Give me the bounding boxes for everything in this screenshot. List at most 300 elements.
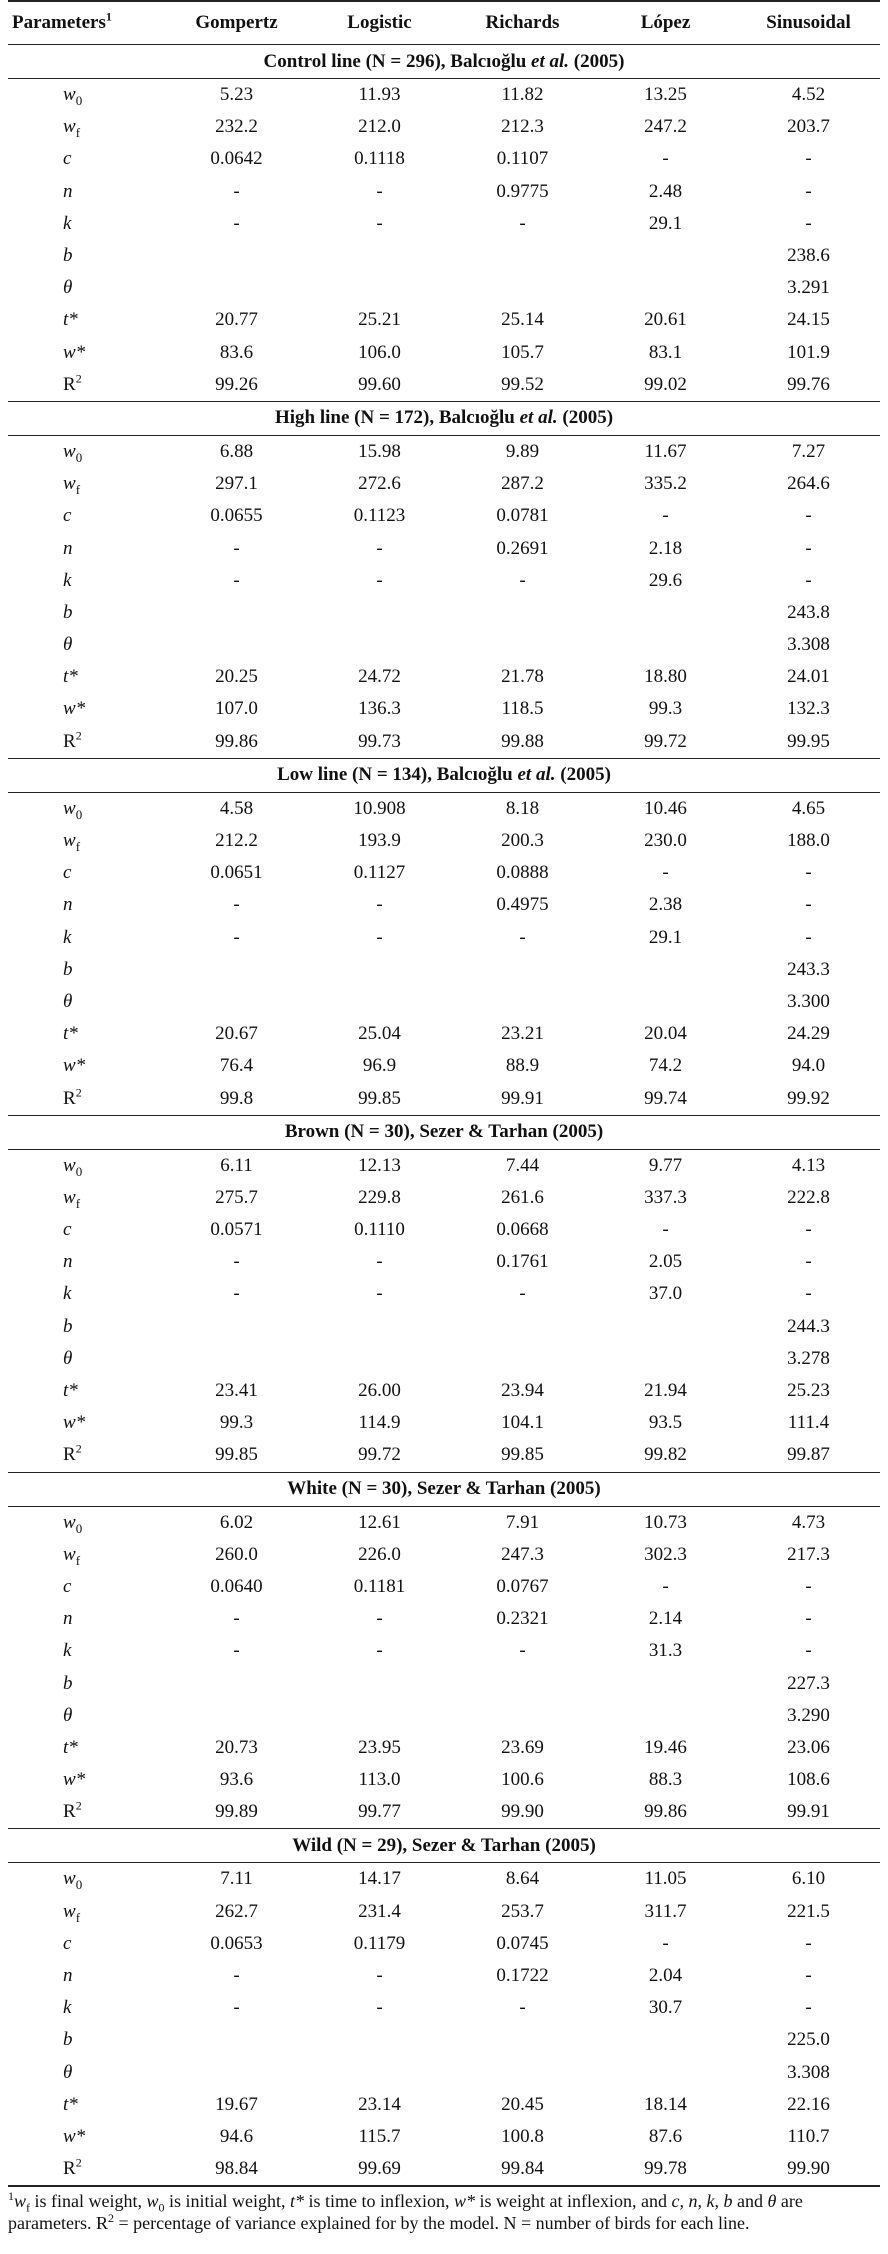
row-label-sub: 0	[75, 449, 83, 465]
table-cell: 238.6	[787, 245, 830, 267]
table-cell: 20.45	[501, 2093, 544, 2115]
table-cell: 264.6	[787, 473, 830, 495]
table-cell: 76.4	[219, 1055, 254, 1077]
table-cell: 98.84	[165, 2153, 308, 2186]
table-cell: 193.9	[358, 830, 401, 852]
table-cell: 21.94	[644, 1380, 687, 1402]
table-cell: 19.67	[215, 2093, 258, 2115]
table-row	[8, 1506, 880, 1539]
row-label-k	[8, 1635, 165, 1667]
table-row	[8, 369, 880, 402]
table-cell: 3.290	[787, 1704, 830, 1726]
header-lopez: López	[594, 1, 737, 45]
table-cell: -	[376, 212, 383, 234]
table-cell	[594, 1700, 737, 1732]
row-label-base: c	[63, 1575, 72, 1597]
table-cell: 272.6	[358, 473, 401, 495]
table-row	[8, 1407, 880, 1439]
table-row	[8, 1928, 880, 1960]
table-cell: 108.6	[787, 1769, 830, 1791]
table-cell: -	[376, 1640, 383, 1662]
group-title-emphasis: et al.	[519, 407, 558, 429]
table-cell: 29.1	[648, 926, 683, 948]
table-cell: 230.0	[644, 830, 687, 852]
table-cell: 0.1110	[354, 1219, 405, 1241]
table-cell: -	[233, 1608, 240, 1630]
table-cell: 132.3	[787, 698, 830, 720]
table-cell	[165, 2057, 308, 2089]
row-label-k	[8, 922, 165, 954]
table-cell	[594, 1311, 737, 1343]
table-row	[8, 629, 880, 661]
group-header-row	[8, 401, 880, 435]
footnote-w0: w	[146, 2191, 159, 2212]
header-gompertz: Gompertz	[165, 1, 308, 45]
row-label-base: R	[63, 1087, 76, 1109]
table-row	[8, 532, 880, 564]
row-label-base: w	[63, 1543, 76, 1565]
table-cell: 23.95	[358, 1736, 401, 1758]
table-cell	[451, 986, 594, 1018]
table-cell	[308, 986, 451, 1018]
table-cell: 88.3	[648, 1769, 683, 1791]
group-title-suffix: (2005)	[555, 764, 611, 786]
table-row	[8, 1018, 880, 1050]
row-label-c	[8, 143, 165, 175]
footnote-tstar: t*	[290, 2191, 305, 2212]
table-cell: 311.7	[644, 1900, 687, 1922]
footnote-w0-text: is initial weight,	[164, 2191, 291, 2212]
table-cell: -	[233, 894, 240, 916]
table-row	[8, 1539, 880, 1571]
row-label-base: c	[63, 862, 72, 884]
table-cell: -	[519, 926, 526, 948]
table-cell: 18.14	[644, 2093, 687, 2115]
row-label-base: θ	[63, 1347, 73, 1369]
table-row	[8, 500, 880, 532]
table-row	[8, 79, 880, 112]
table-cell: 243.8	[787, 601, 830, 623]
table-cell: -	[376, 1997, 383, 2019]
table-cell	[451, 629, 594, 661]
table-row	[8, 1149, 880, 1182]
table-cell: 0.0640	[210, 1575, 263, 1597]
row-label-base: w	[63, 1900, 76, 1922]
table-cell: 18.80	[644, 666, 687, 688]
table-cell: 114.9	[358, 1412, 401, 1434]
table-cell: 19.46	[644, 1736, 687, 1758]
table-cell: -	[805, 894, 812, 916]
table-cell: 99.91	[501, 1087, 544, 1109]
row-label-sup: 2	[75, 728, 82, 743]
footnote-wf-text: is final weight,	[30, 2191, 147, 2212]
table-cell: -	[233, 1251, 240, 1273]
table-cell	[594, 2057, 737, 2089]
table-cell: 226.0	[358, 1543, 401, 1565]
table-cell	[165, 240, 308, 272]
table-cell: 23.69	[501, 1736, 544, 1758]
table-cell: 0.0642	[210, 148, 263, 170]
row-label-k	[8, 1992, 165, 2024]
row-label-sub: 0	[75, 1520, 83, 1536]
table-cell: 99.86	[215, 730, 258, 752]
table-cell: 3.278	[787, 1347, 830, 1369]
table-cell: 99.90	[501, 1801, 544, 1823]
table-cell	[308, 2024, 451, 2056]
table-cell: 222.8	[787, 1186, 830, 1208]
row-label-base: w*	[63, 698, 86, 720]
footnote-and-text: and	[732, 2191, 768, 2212]
table-cell: -	[805, 212, 812, 234]
group-title-emphasis: et al.	[531, 50, 570, 72]
group-title	[8, 1472, 880, 1506]
table-cell: 212.3	[501, 116, 544, 138]
table-cell: 2.48	[648, 180, 683, 202]
row-label-base: w	[63, 84, 76, 106]
table-cell: 244.3	[787, 1315, 830, 1337]
table-cell: 217.3	[787, 1543, 830, 1565]
table-cell: 0.0668	[496, 1219, 549, 1241]
row-label-theta	[8, 272, 165, 304]
row-label-w0	[8, 1863, 165, 1896]
table-cell	[165, 629, 308, 661]
row-label-k	[8, 208, 165, 240]
row-label-base: n	[63, 1608, 73, 1630]
row-label-n	[8, 1960, 165, 1992]
row-label-sub: f	[75, 1909, 81, 1925]
table-cell: 4.73	[791, 1511, 826, 1533]
table-cell: 107.0	[215, 698, 258, 720]
table-cell: 4.52	[791, 84, 826, 106]
table-cell	[308, 272, 451, 304]
row-label-base: k	[63, 1283, 72, 1305]
table-cell: 6.88	[219, 440, 254, 462]
row-label-tstar	[8, 304, 165, 336]
table-cell: 20.25	[215, 666, 258, 688]
table-cell	[594, 2024, 737, 2056]
row-label-theta	[8, 629, 165, 661]
row-label-tstar	[8, 1732, 165, 1764]
table-cell	[308, 597, 451, 629]
table-cell: 0.1181	[353, 1575, 406, 1597]
table-cell: -	[805, 1575, 812, 1597]
table-row	[8, 825, 880, 857]
table-cell: 99.89	[215, 1801, 258, 1823]
table-cell: 4.58	[219, 797, 254, 819]
table-cell	[451, 1667, 594, 1699]
table-row	[8, 272, 880, 304]
table-footnote	[8, 2187, 880, 2234]
table-cell: 99.02	[644, 373, 687, 395]
table-cell: 83.1	[648, 341, 683, 363]
row-label-w0	[8, 79, 165, 112]
table-cell: 105.7	[501, 341, 544, 363]
row-label-w0	[8, 435, 165, 468]
table-row	[8, 208, 880, 240]
row-label-wstar	[8, 1050, 165, 1082]
table-row	[8, 2089, 880, 2121]
group-title-suffix: (2005)	[569, 50, 625, 72]
table-cell: 261.6	[501, 1186, 544, 1208]
table-cell: 200.3	[501, 830, 544, 852]
table-row	[8, 1214, 880, 1246]
footnote-mark: 1	[8, 2189, 14, 2204]
table-header-row	[8, 1, 880, 45]
table-cell: -	[233, 1965, 240, 1987]
row-label-theta	[8, 1700, 165, 1732]
table-row	[8, 1960, 880, 1992]
table-cell: 20.77	[215, 309, 258, 331]
row-label-tstar	[8, 661, 165, 693]
table-cell: 232.2	[215, 116, 258, 138]
table-cell: 11.82	[501, 84, 544, 106]
group-title	[8, 45, 880, 79]
table-cell: -	[519, 1640, 526, 1662]
table-cell	[451, 1343, 594, 1375]
table-cell: 247.3	[501, 1543, 544, 1565]
row-label-base: k	[63, 569, 72, 591]
table-cell: 99.69	[308, 2153, 451, 2186]
table-cell: 87.6	[648, 2125, 683, 2147]
table-cell: -	[376, 1965, 383, 1987]
table-row	[8, 1182, 880, 1214]
table-cell: 0.0571	[210, 1219, 263, 1241]
row-label-base: w	[63, 1154, 76, 1176]
row-label-base: b	[63, 1315, 73, 1337]
row-label-base: n	[63, 1251, 73, 1273]
footnote-r2-sup: 2	[107, 2211, 114, 2226]
row-label-base: θ	[63, 634, 73, 656]
table-row	[8, 889, 880, 921]
row-label-n	[8, 1603, 165, 1635]
table-cell: 7.27	[791, 440, 826, 462]
row-label-base: R	[63, 373, 76, 395]
table-cell: 11.93	[358, 84, 401, 106]
row-label-wstar	[8, 1407, 165, 1439]
table-cell: 6.11	[220, 1154, 253, 1176]
table-cell: 99.76	[787, 373, 830, 395]
table-cell: 104.1	[501, 1412, 544, 1434]
header-parameters: Parameters$^1$	[8, 1, 165, 45]
group-title-emphasis: et al.	[517, 764, 556, 786]
row-label-base: n	[63, 180, 73, 202]
table-row	[8, 1082, 880, 1115]
footnote-theta: θ	[767, 2191, 777, 2212]
table-row	[8, 2057, 880, 2089]
row-label-b	[8, 597, 165, 629]
table-cell: 25.04	[358, 1023, 401, 1045]
table-cell	[308, 240, 451, 272]
row-label-base: R	[63, 1801, 76, 1823]
table-cell: 7.44	[505, 1154, 540, 1176]
table-row	[8, 726, 880, 759]
table-cell	[594, 629, 737, 661]
table-cell: 99.85	[501, 1444, 544, 1466]
table-cell: 25.23	[787, 1380, 830, 1402]
table-cell: 93.5	[648, 1412, 683, 1434]
table-row	[8, 597, 880, 629]
table-cell: 24.29	[787, 1023, 830, 1045]
row-label-theta	[8, 2057, 165, 2089]
table-cell	[594, 240, 737, 272]
table-cell: -	[805, 1219, 812, 1241]
header-logistic: Logistic	[308, 1, 451, 45]
table-cell: -	[805, 505, 812, 527]
table-cell: 23.94	[501, 1380, 544, 1402]
row-label-base: t*	[63, 1380, 78, 1402]
table-row	[8, 1700, 880, 1732]
table-cell: -	[233, 1640, 240, 1662]
row-label-base: c	[63, 1932, 72, 1954]
table-cell: 99.73	[358, 730, 401, 752]
table-row	[8, 1571, 880, 1603]
table-cell: 212.0	[358, 116, 401, 138]
table-row	[8, 1375, 880, 1407]
row-label-r2	[8, 1082, 165, 1115]
table-cell: -	[519, 569, 526, 591]
table-row	[8, 111, 880, 143]
table-cell: -	[519, 1997, 526, 2019]
table-cell: 23.41	[215, 1380, 258, 1402]
row-label-base: w	[63, 1511, 76, 1533]
table-cell: 94.6	[219, 2125, 254, 2147]
table-cell: 99.78	[594, 2153, 737, 2186]
row-label-c	[8, 1214, 165, 1246]
table-cell: 99.77	[358, 1801, 401, 1823]
table-cell	[165, 272, 308, 304]
table-cell: 247.2	[644, 116, 687, 138]
table-cell: 99.72	[644, 730, 687, 752]
table-row	[8, 1603, 880, 1635]
row-label-base: t*	[63, 666, 78, 688]
group-title	[8, 401, 880, 435]
row-label-w0	[8, 792, 165, 825]
table-cell	[165, 1343, 308, 1375]
row-label-sup: 2	[75, 2155, 82, 2170]
table-cell: 302.3	[644, 1543, 687, 1565]
table-cell: 24.01	[787, 666, 830, 688]
table-cell	[165, 954, 308, 986]
row-label-base: k	[63, 926, 72, 948]
row-label-sub: 0	[75, 92, 83, 108]
table-row	[8, 1311, 880, 1343]
table-cell	[308, 629, 451, 661]
table-cell: 0.1722	[496, 1965, 549, 1987]
row-label-base: R	[63, 1444, 76, 1466]
table-cell	[594, 597, 737, 629]
table-row	[8, 435, 880, 468]
table-cell: 5.23	[219, 84, 254, 106]
table-cell: 31.3	[648, 1640, 683, 1662]
table-cell: 74.2	[648, 1055, 683, 1077]
row-label-base: w	[63, 116, 76, 138]
table-cell: 2.04	[648, 1965, 683, 1987]
row-label-r2	[8, 1796, 165, 1829]
table-row	[8, 337, 880, 369]
table-cell: -	[662, 1932, 669, 1954]
table-cell: 0.1107	[496, 148, 549, 170]
table-cell: -	[805, 180, 812, 202]
table-cell: 99.82	[644, 1444, 687, 1466]
footnote-wstar-text: is weight at inflexion, and	[475, 2191, 672, 2212]
table-cell: 99.8	[219, 1087, 254, 1109]
table-cell: -	[805, 537, 812, 559]
row-label-base: k	[63, 212, 72, 234]
row-label-b	[8, 1667, 165, 1699]
table-cell: 99.84	[451, 2153, 594, 2186]
row-label-k	[8, 565, 165, 597]
row-label-n	[8, 532, 165, 564]
table-row	[8, 1796, 880, 1829]
table-cell: -	[519, 212, 526, 234]
table-cell: -	[233, 569, 240, 591]
table-cell: 99.72	[358, 1444, 401, 1466]
table-cell	[308, 1311, 451, 1343]
table-cell: 20.73	[215, 1736, 258, 1758]
table-cell: 20.61	[644, 309, 687, 331]
table-cell	[451, 272, 594, 304]
table-row	[8, 304, 880, 336]
table-cell: 275.7	[215, 1186, 258, 1208]
table-cell	[594, 272, 737, 304]
group-header-row	[8, 1115, 880, 1149]
table-cell: 83.6	[219, 341, 254, 363]
table-cell: 0.2691	[496, 537, 549, 559]
row-label-base: t*	[63, 309, 78, 331]
table-cell: 30.7	[648, 1997, 683, 2019]
row-label-base: b	[63, 958, 73, 980]
table-cell: -	[233, 537, 240, 559]
table-cell: 225.0	[787, 2029, 830, 2051]
table-row	[8, 1992, 880, 2024]
row-label-wf	[8, 468, 165, 500]
row-label-base: w*	[63, 1769, 86, 1791]
table-cell: 2.14	[648, 1608, 683, 1630]
table-cell: 101.9	[787, 341, 830, 363]
row-label-b	[8, 240, 165, 272]
row-label-base: w	[63, 473, 76, 495]
table-cell: 229.8	[358, 1186, 401, 1208]
row-label-n	[8, 176, 165, 208]
table-cell: 23.06	[787, 1736, 830, 1758]
table-cell: 2.38	[648, 894, 683, 916]
table-cell: 99.95	[787, 730, 830, 752]
table-cell: -	[805, 1283, 812, 1305]
table-cell: -	[376, 537, 383, 559]
table-cell: 99.85	[358, 1087, 401, 1109]
table-cell: 8.64	[505, 1868, 540, 1890]
table-cell: 29.1	[648, 212, 683, 234]
group-title-text: White (N = 30), Sezer & Tarhan (2005)	[287, 1478, 601, 1499]
table-cell: 231.4	[358, 1900, 401, 1922]
table-cell: 115.7	[358, 2125, 401, 2147]
table-cell	[165, 1667, 308, 1699]
row-label-base: c	[63, 1219, 72, 1241]
row-label-sub: 0	[75, 1163, 83, 1179]
growth-parameters-table	[8, 0, 880, 2187]
group-header-row	[8, 1829, 880, 1863]
row-label-wstar	[8, 693, 165, 725]
table-cell: -	[376, 1608, 383, 1630]
table-cell: 10.908	[353, 797, 406, 819]
table-cell	[451, 1311, 594, 1343]
row-label-r2	[8, 2153, 165, 2186]
group-title-text: Low line (N = 134), Balcıoğlu	[277, 764, 518, 786]
header-footnote-mark: 1	[105, 9, 112, 24]
table-cell: 9.89	[505, 440, 540, 462]
row-label-n	[8, 889, 165, 921]
table-cell: 0.0767	[496, 1575, 549, 1597]
